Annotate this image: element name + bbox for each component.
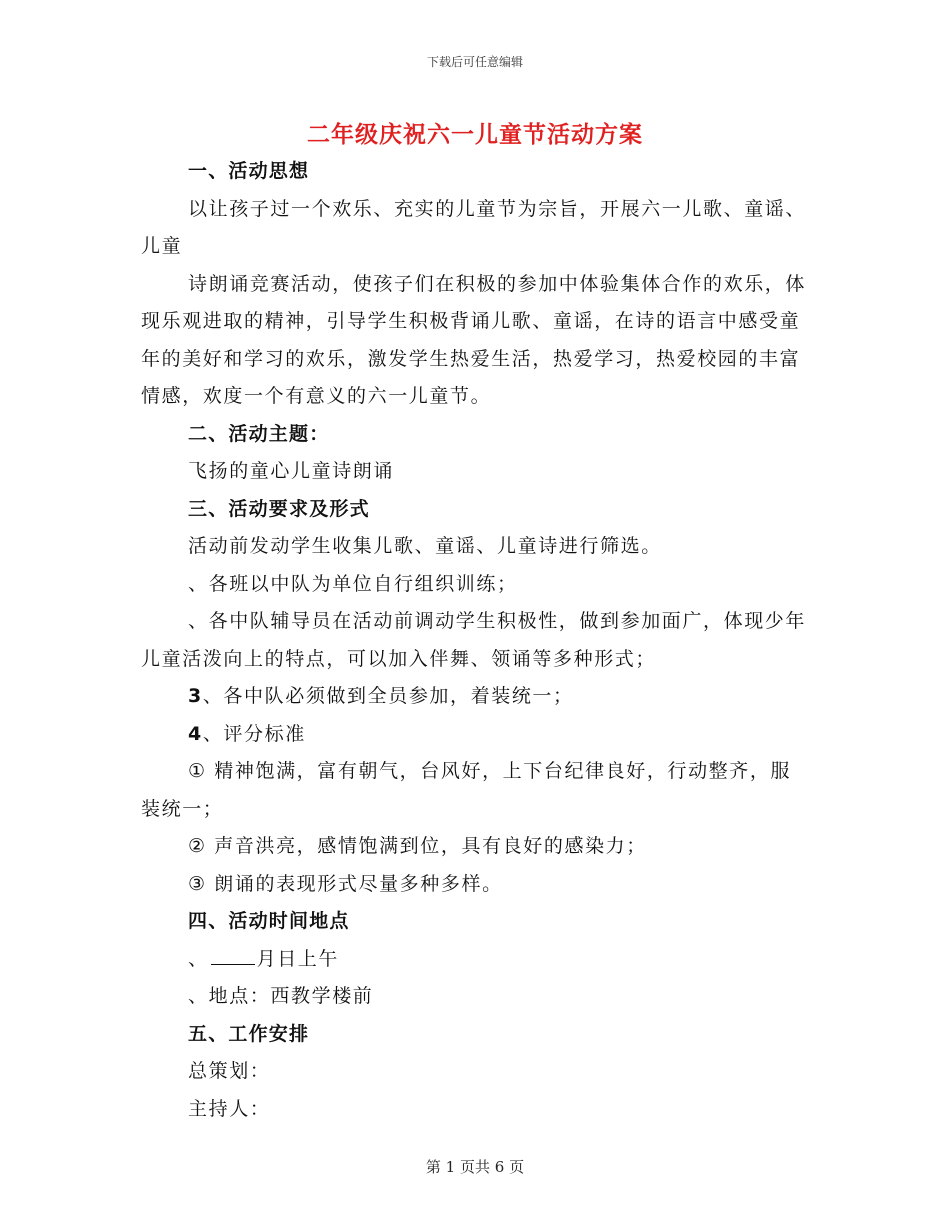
paragraph: 诗朗诵竞赛活动，使孩子们在积极的参加中体验集体合作的欢乐，体现乐观进取的精神，引导学生积极背诵儿歌、童谣，在诗的语言中感受童年的美好和学习的欢乐，激发学生热爱生活，热爱学习，热爱校园的丰富情感，欢度一个有意义的六一儿童节。: [141, 272, 807, 407]
criteria-item: ① 精神饱满，富有朝气，台风好，上下台纪律良好，行动整齐，服装统一；: [141, 760, 792, 820]
paragraph: 活动前发动学生收集儿歌、童谣、儿童诗进行筛选。: [188, 535, 662, 557]
page-footer: 第 1 页共 6 页: [425, 1158, 525, 1176]
page-header: 下载后可任意编辑: [426, 55, 523, 69]
time-prefix: 、: [188, 947, 209, 970]
section-heading-4: 四、活动时间地点: [188, 910, 350, 932]
section-heading-2: 二、活动主题：: [188, 422, 330, 445]
item-number: 3: [188, 685, 203, 707]
item-number: 4: [188, 722, 203, 745]
paragraph: 以让孩子过一个欢乐、充实的儿童节为宗旨，开展六一儿歌、童谣、儿童: [141, 197, 807, 257]
document-title: 二年级庆祝六一儿童节活动方案: [307, 122, 643, 148]
paragraph: 、各班以中队为单位自行组织训练；: [188, 572, 518, 595]
time-suffix: 月日上午: [256, 947, 340, 970]
section-heading-1: 一、活动思想: [188, 160, 310, 182]
paragraph: 、各中队辅导员在活动前调动学生积极性，做到参加面广，体现少年儿童活泼向上的特点，可以加入伴舞、领诵等多种形式；: [141, 610, 807, 670]
numbered-item: [141, 716, 811, 754]
paragraph: 主持人：: [188, 1097, 271, 1120]
item-text: 、评分标准: [202, 722, 306, 745]
document-body: [141, 153, 811, 1128]
item-text: 、各中队必须做到全员参加，着装统一；: [202, 685, 574, 707]
numbered-item: [141, 678, 811, 716]
paragraph: 总策划：: [188, 1060, 271, 1082]
paragraph: 飞扬的童心儿童诗朗诵: [188, 460, 395, 482]
fill-in-blank: [211, 944, 255, 965]
criteria-item: ② 声音洪亮，感情饱满到位，具有良好的感染力；: [188, 835, 647, 857]
criteria-item: ③ 朗诵的表现形式尽量多种多样。: [188, 872, 503, 895]
paragraph: 、地点：西教学楼前: [188, 985, 374, 1007]
paragraph-time: [141, 941, 811, 979]
section-heading-3: 三、活动要求及形式: [188, 497, 370, 520]
section-heading-5: 五、工作安排: [188, 1022, 310, 1045]
